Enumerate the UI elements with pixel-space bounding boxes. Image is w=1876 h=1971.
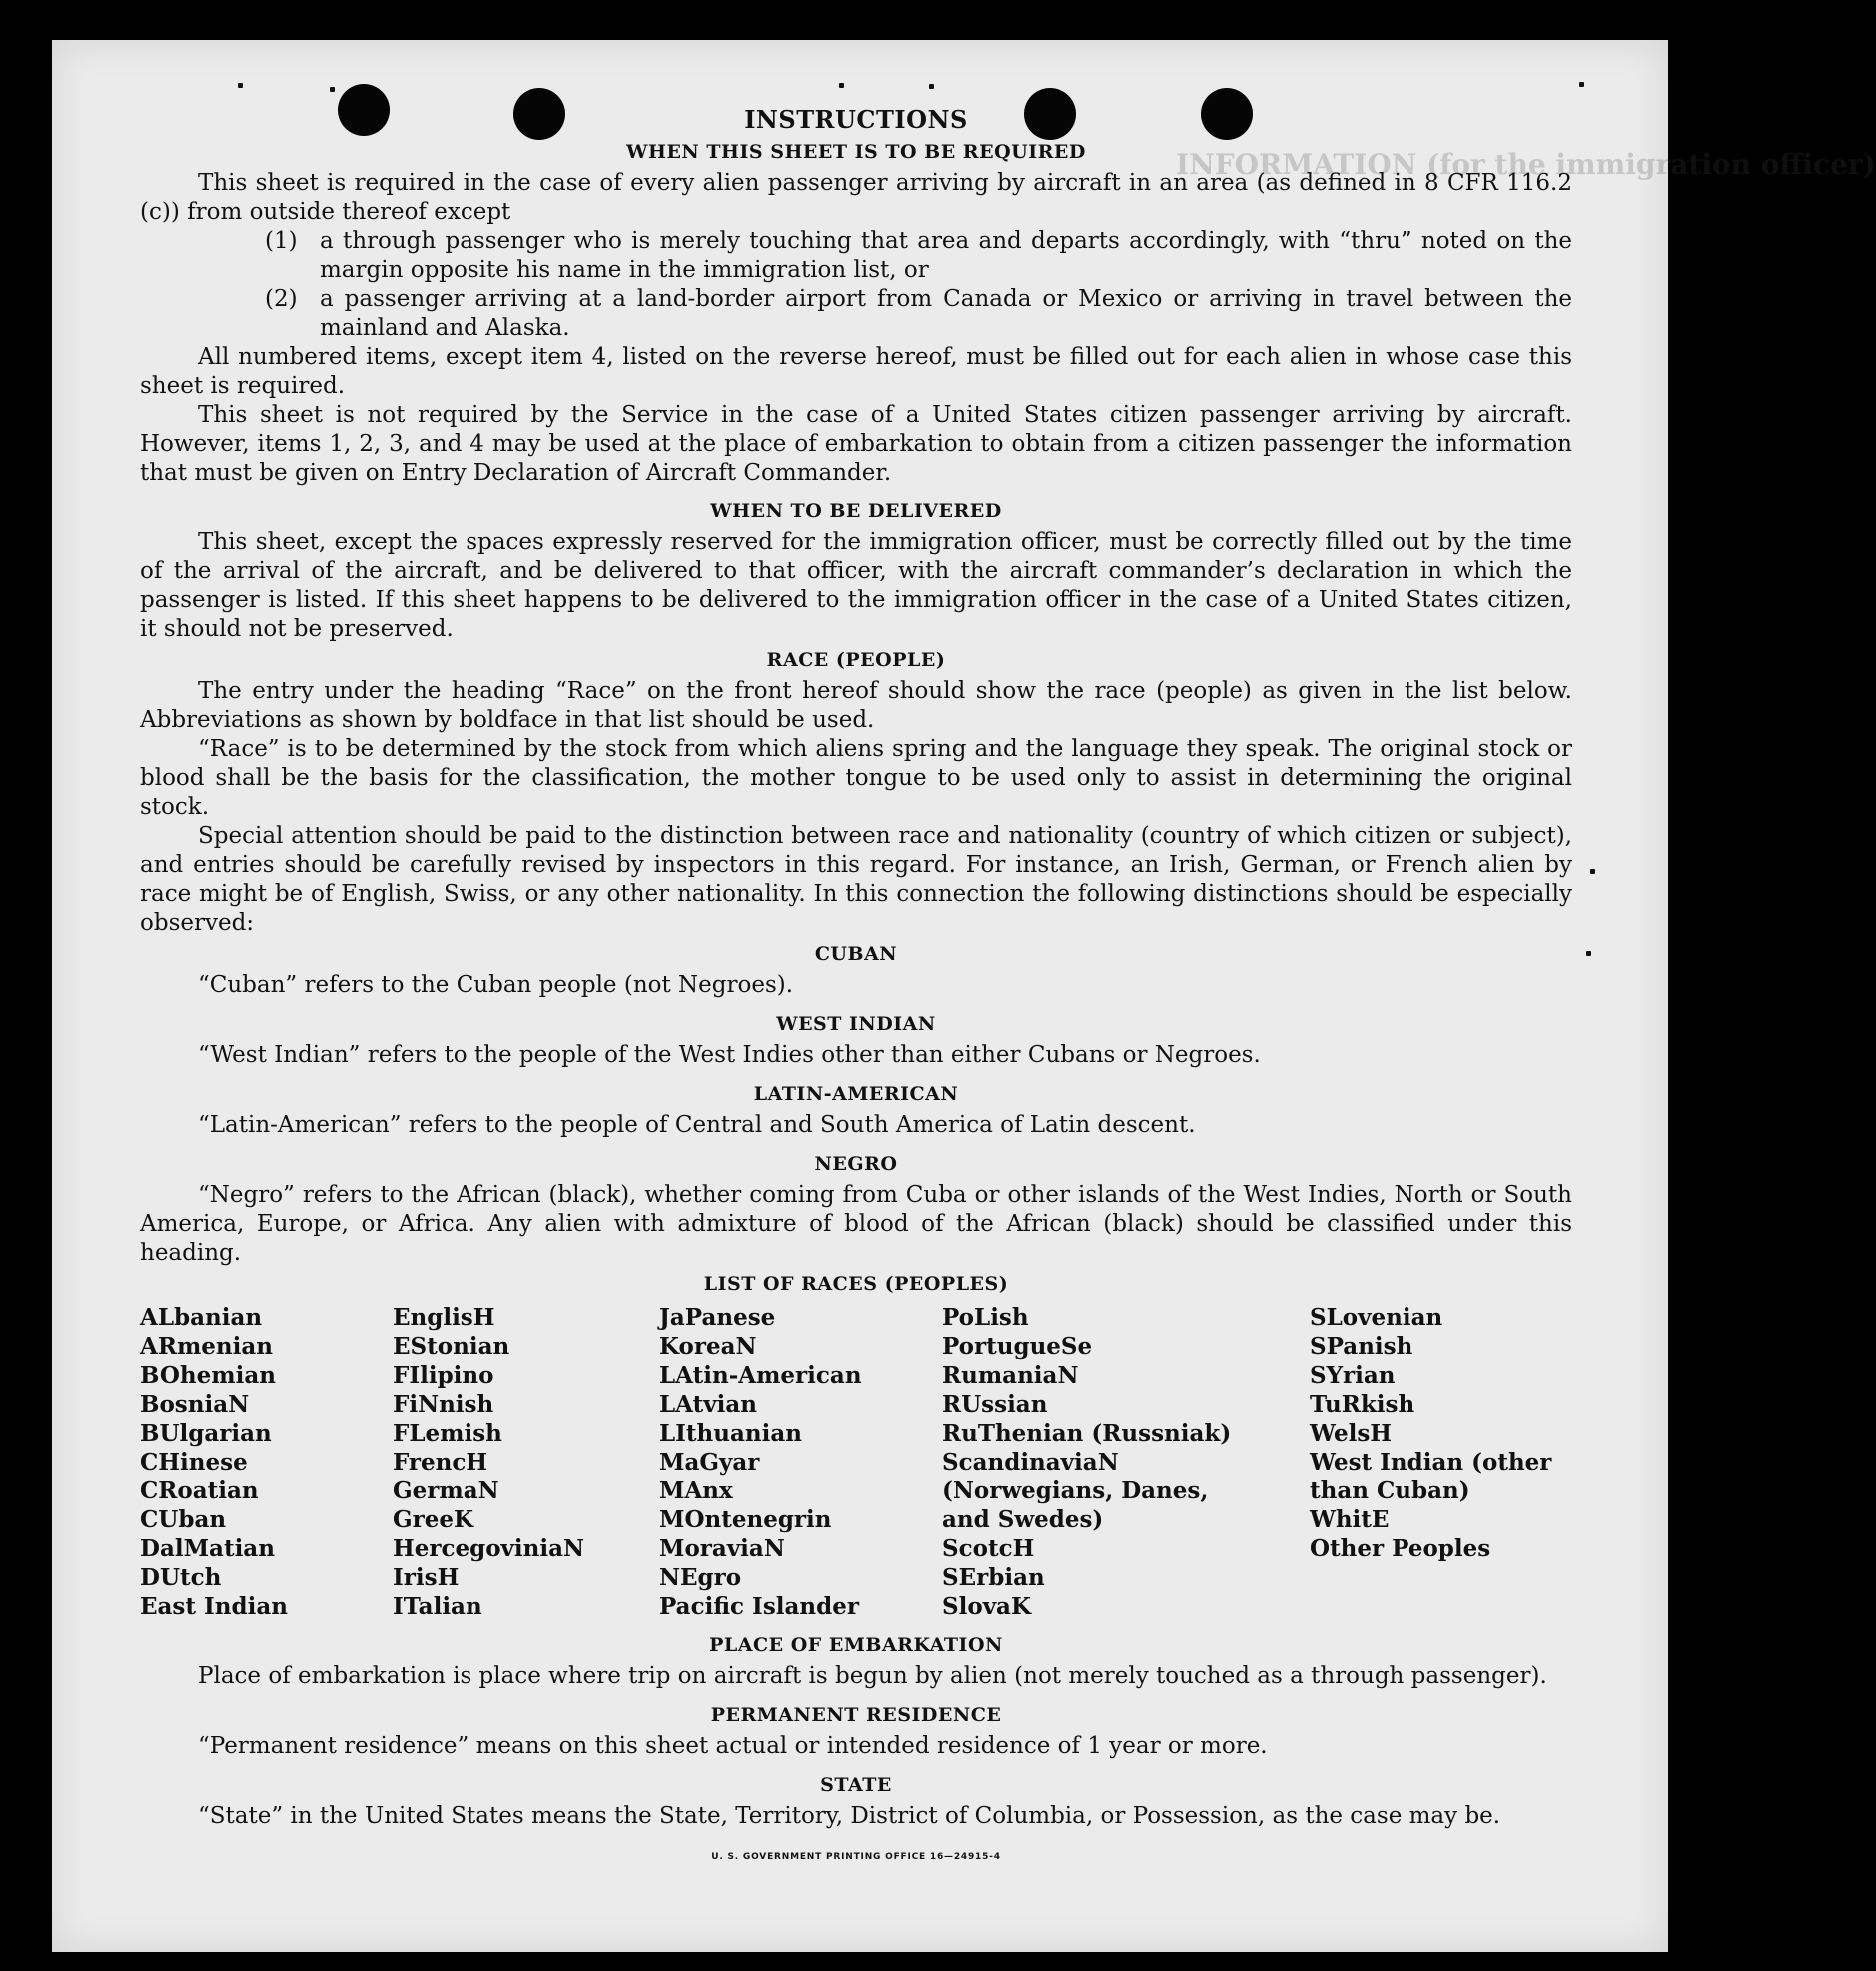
race-item: DalMatian	[140, 1535, 275, 1562]
paragraph: The entry under the heading “Race” on the front hereof should show the race (people) as given in the list below. Abbreviations as shown by boldface in that list should be used.	[140, 678, 1572, 733]
race-item: EnglisH	[393, 1304, 495, 1331]
paragraph: Place of embarkation is place where trip on aircraft is begun by alien (not merely touched as a through passenger).	[198, 1663, 1547, 1689]
section-heading-when-required: WHEN THIS SHEET IS TO BE REQUIRED	[626, 141, 1086, 163]
race-item: ARmenian	[140, 1333, 274, 1360]
section-heading-race: RACE (PEOPLE)	[766, 649, 946, 671]
paragraph: “West Indian” refers to the people of the West Indies other than either Cubans or Negroes.	[198, 1042, 1261, 1068]
race-item: SYrian	[1310, 1362, 1396, 1389]
race-list	[140, 1303, 1572, 1621]
race-item: GermaN	[393, 1478, 499, 1504]
paragraph: All numbered items, except item 4, listed on the reverse hereof, must be filled out for each alien in whose case this sheet is required.	[140, 344, 1572, 399]
race-item: RuThenian (Russniak)	[942, 1420, 1232, 1447]
race-item: ScotcH	[942, 1535, 1035, 1562]
section-heading-when-delivered: WHEN TO BE DELIVERED	[710, 500, 1002, 522]
paragraph: “Cuban” refers to the Cuban people (not Negroes).	[198, 972, 794, 998]
paragraph: “Negro” refers to the African (black), whether coming from Cuba or other islands of the West Indies, North or South America, Europe, or Africa. Any alien with admixture of blood of the African (black) should be classified under this heading.	[140, 1182, 1572, 1266]
item-text: a passenger arriving at a land-border airport from Canada or Mexico or arriving in travel between the mainland and Alaska.	[320, 286, 1572, 341]
paragraph: This sheet is not required by the Service in the case of a United States citizen passenger arriving by aircraft. However, items 1, 2, 3, and 4 may be used at the place of embarkation to obtain from a citizen passenger the information that must be given on Entry Declaration of Aircraft Commander.	[140, 402, 1572, 486]
section-heading-residence: PERMANENT RESIDENCE	[710, 1704, 1002, 1726]
race-item: BUlgarian	[140, 1420, 272, 1447]
race-item: KoreaN	[659, 1333, 757, 1360]
speck	[1579, 82, 1584, 87]
paragraph: Special attention should be paid to the distinction between race and nationality (country of which citizen or subject), and entries should be carefully revised by inspectors in this regard. For instance, an Irish, German, or French alien by race might be of English, Swiss, or any other nationality. In this connection the following distinctions should be especially observed:	[140, 823, 1572, 936]
race-item: SPanish	[1310, 1333, 1413, 1360]
race-item: MOntenegrin	[659, 1506, 832, 1533]
race-item: IrisH	[393, 1564, 460, 1591]
speck	[1586, 951, 1591, 956]
race-item: RUssian	[942, 1391, 1048, 1418]
race-item: SlovaK	[942, 1593, 1031, 1620]
race-column-5	[1310, 1303, 1572, 1621]
race-item: MaGyar	[659, 1449, 760, 1476]
race-item: WelsH	[1310, 1420, 1393, 1447]
race-item: LAtin-American	[659, 1362, 862, 1389]
race-item: CUban	[140, 1506, 227, 1533]
race-item: FIlipino	[393, 1362, 494, 1389]
bleed-through-text: INFORMATION (for the immigration officer)	[1176, 148, 1876, 181]
speck	[839, 83, 844, 88]
race-item: LAtvian	[659, 1391, 757, 1418]
race-item: Pacific Islander	[659, 1593, 859, 1620]
race-item: RumaniaN	[942, 1362, 1079, 1389]
race-item: EStonian	[393, 1333, 510, 1360]
race-item: JaPanese	[659, 1304, 776, 1331]
item-number: (2)	[265, 286, 298, 312]
section-heading-embarkation: PLACE OF EMBARKATION	[709, 1634, 1003, 1656]
paragraph: “State” in the United States means the State, Territory, District of Columbia, or Possession, as the case may be.	[198, 1803, 1501, 1829]
page-title: INSTRUCTIONS	[744, 105, 968, 134]
section-heading-west-indian: WEST INDIAN	[776, 1013, 936, 1035]
race-item: TuRkish	[1310, 1391, 1415, 1418]
race-item: DUtch	[140, 1564, 222, 1591]
printer-imprint: U. S. GOVERNMENT PRINTING OFFICE 16—24915-4	[711, 1852, 1001, 1862]
paragraph: This sheet is required in the case of every alien passenger arriving by aircraft in an area (as defined in 8 CFR 116.2 (c)) from outside thereof except	[140, 170, 1572, 225]
race-item: ITalian	[393, 1593, 482, 1620]
race-column-1	[140, 1303, 393, 1621]
race-column-4	[942, 1303, 1310, 1621]
paragraph: This sheet, except the spaces expressly reserved for the immigration officer, must be correctly filled out by the time of the arrival of the aircraft, and be delivered to that officer, with the aircraft commander’s declaration in which the passenger is listed. If this sheet happens to be delivered to the immigration officer in the case of a United States citizen, it should not be preserved.	[140, 529, 1572, 642]
race-column-2	[393, 1303, 659, 1621]
race-item: FiNnish	[393, 1391, 494, 1418]
section-heading-negro: NEGRO	[814, 1153, 898, 1175]
race-item: LIthuanian	[659, 1420, 802, 1447]
speck	[238, 83, 243, 88]
paragraph: “Latin-American” refers to the people of Central and South America of Latin descent.	[198, 1112, 1196, 1138]
item-number: (1)	[265, 228, 298, 254]
section-heading-list-of-races: LIST OF RACES (PEOPLES)	[703, 1273, 1009, 1295]
race-item: BosniaN	[140, 1391, 250, 1418]
race-item: NEgro	[659, 1564, 742, 1591]
race-column-3	[659, 1303, 942, 1621]
race-item: Other Peoples	[1310, 1535, 1491, 1562]
race-item: MoraviaN	[659, 1535, 785, 1562]
race-item: ALbanian	[140, 1304, 263, 1331]
race-item: WhitE	[1310, 1506, 1390, 1533]
race-item: SErbian	[942, 1564, 1045, 1591]
race-item: HercegoviniaN	[393, 1535, 585, 1562]
section-heading-cuban: CUBAN	[814, 943, 898, 965]
race-item: ScandinaviaN (Norwegians, Danes, and Swedes)	[942, 1449, 1209, 1533]
item-text: a through passenger who is merely touching that area and departs accordingly, with “thru” noted on the margin opposite his name in the immigration list, or	[320, 228, 1572, 283]
race-item: SLovenian	[1310, 1304, 1443, 1331]
numbered-item	[140, 285, 1572, 343]
race-item: BOhemian	[140, 1362, 276, 1389]
race-item: PoLish	[942, 1304, 1029, 1331]
section-heading-state: STATE	[820, 1774, 892, 1796]
race-item: FLemish	[393, 1420, 502, 1447]
race-item: PortugueSe	[942, 1333, 1093, 1360]
speck	[929, 84, 934, 89]
numbered-item	[140, 227, 1572, 285]
race-item: FrencH	[393, 1449, 488, 1476]
race-item: CRoatian	[140, 1478, 259, 1504]
paragraph: “Permanent residence” means on this sheet actual or intended residence of 1 year or more.	[198, 1733, 1268, 1759]
speck	[1590, 869, 1595, 874]
paragraph: “Race” is to be determined by the stock from which aliens spring and the language they speak. The original stock or blood shall be the basis for the classification, the mother tongue to be used only to assist in determining the original stock.	[140, 736, 1572, 820]
section-heading-latin-american: LATIN-AMERICAN	[753, 1083, 959, 1105]
race-item: MAnx	[659, 1478, 733, 1504]
race-item: GreeK	[393, 1506, 474, 1533]
speck	[330, 87, 335, 92]
race-item: CHinese	[140, 1449, 248, 1476]
instructions-content	[140, 105, 1572, 1872]
race-item: West Indian (other than Cuban)	[1310, 1449, 1552, 1504]
race-item: East Indian	[140, 1593, 288, 1620]
